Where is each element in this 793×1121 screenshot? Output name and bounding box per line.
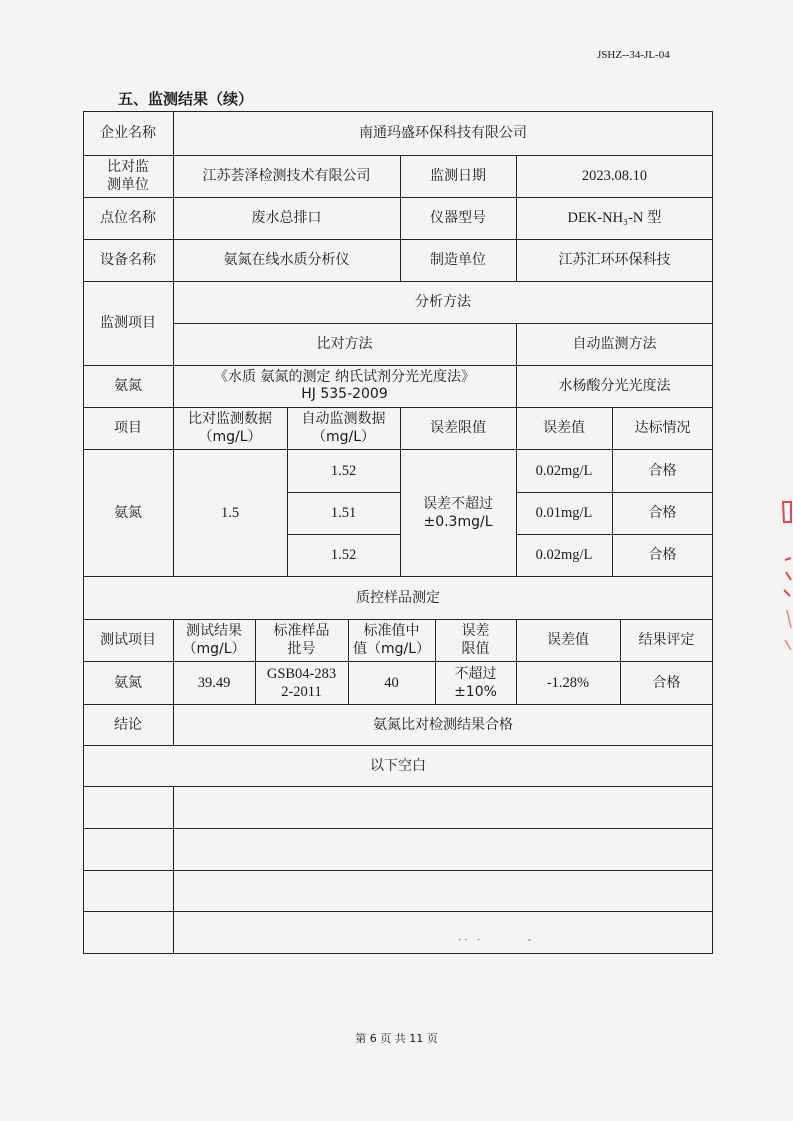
- point-label: 点位名称: [100, 210, 156, 226]
- cmp-status-3: 合格: [648, 547, 677, 563]
- qc-batch: GSB04-283 2-2011: [266, 665, 337, 700]
- qc-evaluation: 合格: [652, 674, 681, 691]
- section-title: 五、监测结果（续）: [118, 90, 254, 108]
- auto-method-label: 自动监测方法: [572, 336, 657, 352]
- cmp-header-limit: 误差限值: [430, 420, 486, 436]
- device-value: 氨氮在线水质分析仪: [223, 252, 350, 268]
- qc-limit: 不超过 ±10%: [454, 665, 497, 700]
- maker-label: 制造单位: [430, 252, 486, 268]
- qc-result: 39.49: [197, 674, 231, 691]
- red-stamp-edge: [779, 500, 793, 660]
- cmp-param: 氨氮: [114, 504, 142, 521]
- cmp-status-2: 合格: [648, 505, 677, 521]
- cmp-manual-value: 1.5: [220, 504, 240, 521]
- cmp-header-item: 项目: [114, 420, 142, 436]
- qc-header-standard: 标准值中 值（mg/L）: [352, 623, 431, 657]
- cmp-auto-value-1: 1.52: [330, 462, 357, 479]
- auto-method-value: 水杨酸分光光度法: [558, 378, 671, 394]
- results-table: [83, 111, 713, 954]
- cmp-auto-value-2: 1.51: [330, 505, 357, 521]
- conclusion-value: 氨氮比对检测结果合格: [373, 716, 513, 733]
- cmp-header-error: 误差值: [543, 420, 585, 436]
- qc-standard: 40: [384, 674, 399, 691]
- company-value: 南通玛盛环保科技有限公司: [359, 125, 527, 141]
- cmp-header-status: 达标情况: [634, 420, 691, 436]
- compare-method-value: 《水质 氨氮的测定 纳氏试剂分光光度法》 HJ 535-2009: [214, 369, 475, 402]
- blank-note: 以下空白: [370, 757, 426, 774]
- company-label: 企业名称: [100, 125, 156, 141]
- cmp-limit: 误差不超过 ±0.3mg/L: [423, 495, 493, 530]
- analysis-method-label: 分析方法: [415, 294, 471, 310]
- cmp-error-2: 0.01mg/L: [535, 505, 593, 521]
- qc-header-evaluation: 结果评定: [638, 632, 695, 648]
- model-label: 仪器型号: [430, 210, 486, 226]
- maker-value: 江苏汇环环保科技: [558, 252, 671, 268]
- cmp-header-auto: 自动监测数据 （mg/L）: [301, 411, 386, 445]
- cmp-header-manual: 比对监测数据 （mg/L）: [188, 411, 272, 445]
- page-footer: 第 6 页 共 11 页: [355, 1032, 438, 1045]
- date-value: 2023.08.10: [581, 168, 648, 184]
- org-value: 江苏荟泽检测技术有限公司: [202, 168, 371, 184]
- qc-header-batch: 标准样品 批号: [273, 623, 330, 657]
- method-param: 氨氮: [114, 378, 142, 394]
- qc-title: 质控样品测定: [356, 589, 440, 606]
- device-label: 设备名称: [100, 252, 156, 268]
- cmp-status-1: 合格: [648, 462, 677, 479]
- qc-header-result: 测试结果 （mg/L）: [182, 623, 246, 657]
- compare-method-label: 比对方法: [316, 336, 373, 352]
- org-label: 比对监 测单位: [107, 159, 149, 193]
- cmp-error-3: 0.02mg/L: [535, 547, 593, 563]
- date-label: 监测日期: [430, 168, 486, 184]
- model-value: DEK-NH₃-N 型: [567, 210, 662, 226]
- cmp-auto-value-3: 1.52: [330, 547, 357, 563]
- monitor-item-label: 监测项目: [100, 315, 156, 331]
- conclusion-label: 结论: [114, 716, 142, 733]
- document-id: JSHZ--34-JL-04: [597, 49, 670, 61]
- point-value: 废水总排口: [251, 210, 322, 226]
- qc-item: 氨氮: [114, 674, 142, 691]
- qc-header-error: 误差值: [547, 632, 589, 648]
- scan-speckles: · · · -: [458, 935, 532, 946]
- qc-header-item: 测试项目: [100, 632, 156, 648]
- qc-header-limit: 误差 限值: [461, 623, 490, 657]
- cmp-error-1: 0.02mg/L: [535, 462, 593, 479]
- qc-error: -1.28%: [546, 674, 590, 691]
